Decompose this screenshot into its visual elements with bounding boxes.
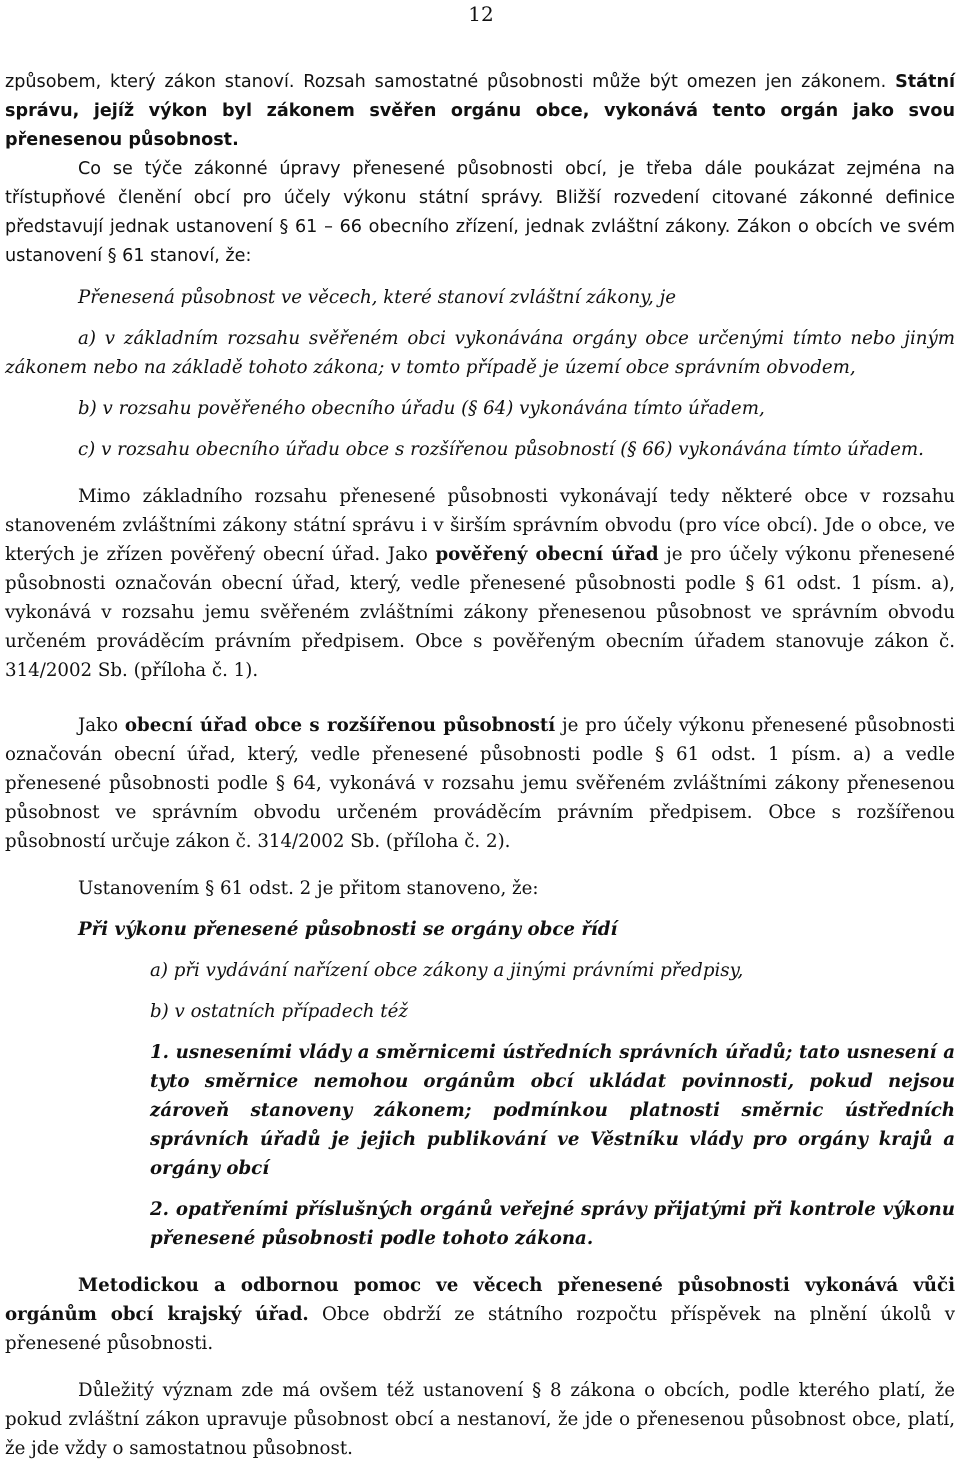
authorized-text-a: Mimo základního rozsahu přenesené působnosti vykonávají tedy některé obce v rozsahu stanoveném zvláštními zákony státní správu i v širším správním obvodu (pro více obcí). Jde o obce, ve kterých je zřízen pověřený obecní úřad. Jako — [5, 486, 955, 565]
paragraph-intro — [5, 68, 955, 155]
definition-text: Bližší rozvedení citované zákonné definice představují jednak ustanovení § 61 – 66 obecního zřízení, jednak zvláštní zákony. Zákon o obcích ve svém ustanovení § 61 stanoví, že: — [5, 188, 956, 266]
quote-item-b: b) v rozsahu pověřeného obecního úřadu (§ 64) vykonávána tímto úřadem, — [78, 398, 765, 419]
regional-text: Obce obdrží ze státního rozpočtu příspěvek na plnění úkolů v přenesené působnosti. — [5, 1304, 955, 1354]
quote-intro: Přenesená působnost ve věcech, které stanoví zvláštní zákony, je — [78, 287, 677, 308]
quote-item-c: c) v rozsahu obecního úřadu obce s rozšířenou působností (§ 66) vykonávána tímto úřadem. — [78, 439, 924, 460]
three-tier-text: Co se týče zákonné úpravy přenesené působnosti obcí, je třeba dále poukázat zejména na třístupňové členění obcí pro účely výkonu státní správy. — [5, 159, 955, 208]
regional-bold-text: Metodickou a odbornou pomoc ve věcech přenesené působnosti vykonává vůči orgánům obcí krajský úřad. — [5, 1275, 955, 1325]
page-number: 12 — [468, 2, 494, 26]
quote-sub-a: a) při vydávání nařízení obce zákony a jinými právními předpisy, — [150, 960, 744, 981]
quote-point-1: 1. usneseními vlády a směrnicemi ústředních správních úřadů; tato usnesení a tyto směrnice nemohou orgánům obcí ukládat povinnosti, pokud nejsou zároveň stanoveny zákonem; podmínkou platnosti směrnic ústředních správních úřadů je jejich publikování ve Věstníku vlády pro orgány krajů a orgány obcí — [150, 1042, 955, 1179]
quote-point-2: 2. opatřeními příslušných orgánů veřejné správy přijatými při kontrole výkonu přenesené působnosti podle tohoto zákona. — [150, 1199, 955, 1249]
paragraph-three-tier — [5, 155, 955, 271]
quote-item-a: a) v základním rozsahu svěřeném obci vykonávána orgány obce určenými tímto nebo jiným zákonem nebo na základě tohoto zákona; v tomto případě je území obce správním obvodem, — [5, 328, 955, 378]
intro-text: způsobem, který zákon stanoví. Rozsah samostatné působnosti může být omezen jen zákonem. — [5, 72, 887, 92]
paragraph-extended-office — [5, 711, 955, 856]
paragraph-authorized-office — [5, 482, 955, 685]
extended-text-a: Jako — [78, 715, 125, 736]
paragraph-section-8: Důležitý význam zde má ovšem též ustanovení § 8 zákona o obcích, podle kterého platí, že pokud zvláštní zákon upravuje působnost obcí a nestanoví, že jde o přenesenou působnost obce, platí, že jde vždy o samostatnou působnost. — [5, 1380, 955, 1459]
extended-term: obecní úřad obce s rozšířenou působností — [124, 715, 556, 736]
paragraph-section-61: Ustanovením § 61 odst. 2 je přitom stanoveno, že: — [78, 878, 539, 899]
extended-text-b: je pro účely výkonu přenesené působnosti označován obecní úřad, který, vedle přenesené působnosti podle § 61 odst. 1 písm. a) a vedle přenesené působnosti podle § 64, vykonává v rozsahu jemu svěřeném zvláštními zákony přenesenou působnost ve správním obvodu určeném prováděcím právním předpisem. Obce s rozšířenou působností určuje zákon č. 314/2002 Sb. (příloha č. 2). — [5, 715, 955, 852]
document-body — [5, 68, 955, 1463]
quote-governed-by: Při výkonu přenesené působnosti se orgány obce řídí — [78, 919, 618, 940]
authorized-text-b: je pro účely výkonu přenesené působnosti označován obecní úřad, který, vedle přenesené působnosti podle § 61 odst. 1 písm. a), vykonává v rozsahu jemu svěřeném zvláštními zákony přenesenou působnost ve správním obvodu určeném prováděcím právním předpisem. Obce s pověřeným obecním úřadem stanovuje zákon č. 314/2002 Sb. (příloha č. 1). — [5, 544, 956, 681]
authorized-term: pověřený obecní úřad — [435, 544, 659, 565]
quote-sub-b: b) v ostatních případech též — [150, 1001, 408, 1022]
paragraph-regional-office — [5, 1271, 955, 1358]
intro-bold-text: Státní správu, jejíž výkon byl zákonem svěřen orgánu obce, vykonává tento orgán jako svou přenesenou působnost. — [5, 72, 955, 150]
